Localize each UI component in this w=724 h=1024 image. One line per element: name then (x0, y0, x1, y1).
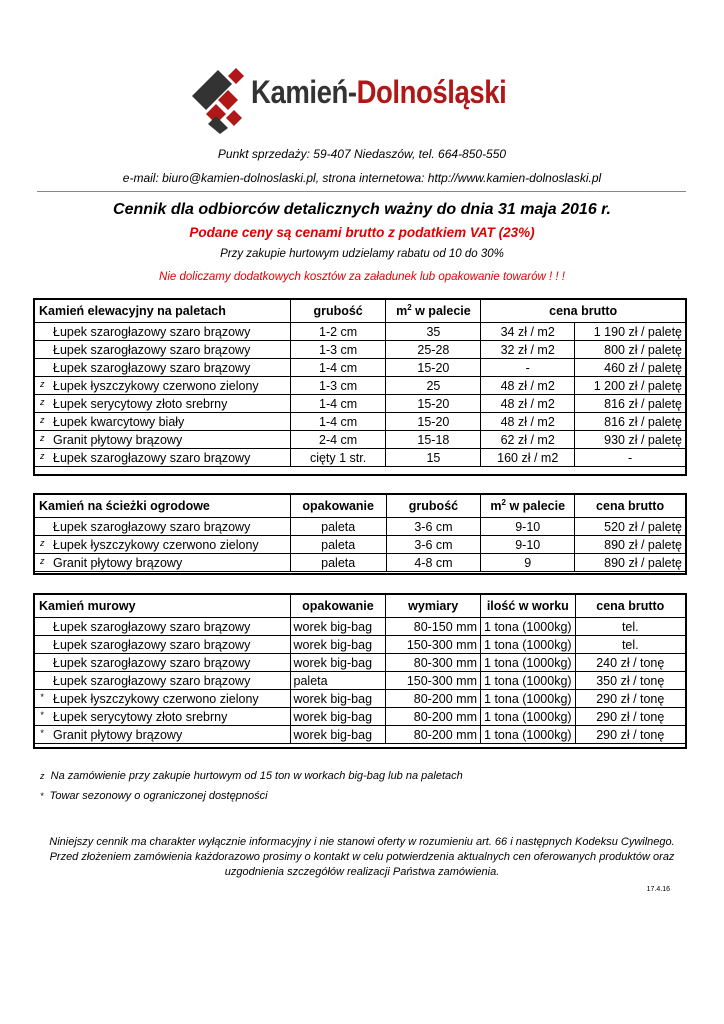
table-cell: Łupek szarogłazowy szaro brązowy (35, 323, 291, 341)
table-cell: 9 (481, 554, 575, 572)
table-cell: 890 zł / paletę (575, 554, 686, 572)
logo-diamond-icon (188, 68, 250, 134)
column-header: Kamień elewacyjny na paletach (35, 300, 291, 323)
table-row (35, 323, 686, 341)
table-cell: 25-28 (386, 341, 481, 359)
table-row (35, 359, 686, 377)
document-date: 17.4.16 (646, 886, 670, 893)
table-row (35, 726, 686, 744)
table-cell: paleta (290, 536, 386, 554)
table-cell: 460 zł / paletę (575, 359, 686, 377)
table-cell: worek big-bag (290, 726, 386, 744)
table-cell: tel. (575, 618, 685, 636)
table-cell: Łupek szarogłazowy szaro brązowy (35, 672, 291, 690)
table-cell: 80-200 mm (386, 708, 481, 726)
table-cell: z Granit płytowy brązowy (35, 431, 291, 449)
table-cell: * Łupek serycytowy złoto srebrny (35, 708, 291, 726)
table-cell: 4-8 cm (386, 554, 481, 572)
column-header: opakowanie (290, 495, 386, 518)
column-header: $m^2$ w palecie (386, 300, 481, 323)
table-cell: 9-10 (481, 536, 575, 554)
table-cell: z Łupek szarogłazowy szaro brązowy (35, 449, 291, 467)
table-cell: 80-200 mm (386, 726, 481, 744)
disclaimer-line: Niniejszy cennik ma charakter wyłącznie informacyjny i nie stanowi oferty w rozumieniu art. 66 i następnych Kodeksu Cywilnego. (49, 836, 675, 848)
table-cell: 160 zł / m2 (481, 449, 575, 467)
table-cell: 48 zł / m2 (481, 377, 575, 395)
column-header: opakowanie (290, 595, 386, 618)
table-cell: worek big-bag (290, 708, 386, 726)
table-cell: z Łupek łyszczykowy czerwono zielony (35, 536, 291, 554)
table-cell: 32 zł / m2 (481, 341, 575, 359)
table-cell: * Łupek łyszczykowy czerwono zielony (35, 690, 291, 708)
column-header: $m^2$ w palecie (481, 495, 575, 518)
table-cell: z Granit płytowy brązowy (35, 554, 291, 572)
table-cell: z Łupek łyszczykowy czerwono zielony (35, 377, 291, 395)
footnote-wholesale: z Na zamówienie przy zakupie hurtowym od 15 ton w workach big-bag lub na paletach (40, 770, 463, 782)
table-cell: 35 (386, 323, 481, 341)
table-row (35, 554, 686, 572)
table-cell: 1 200 zł / paletę (575, 377, 686, 395)
facade-stone-table (34, 299, 686, 467)
address-line: Punkt sprzedaży: 59-407 Niedaszów, tel. 664-850-550 (217, 147, 507, 161)
table-cell: Łupek szarogłazowy szaro brązowy (35, 654, 291, 672)
table-row (35, 618, 686, 636)
table-cell: 15-18 (386, 431, 481, 449)
table-cell: 80-150 mm (386, 618, 481, 636)
table-cell: 1-3 cm (290, 377, 386, 395)
table-cell: 25 (386, 377, 481, 395)
table-cell: 1 tona (1000kg) (481, 654, 576, 672)
table-cell: z Łupek serycytowy złoto srebrny (35, 395, 291, 413)
table-cell: paleta (290, 518, 386, 536)
vat-note: Podane ceny są cenami brutto z podatkiem VAT (23%) (189, 225, 535, 240)
table-cell: 1 tona (1000kg) (481, 708, 576, 726)
column-header: Kamień na ścieżki ogrodowe (35, 495, 291, 518)
table-cell: Łupek szarogłazowy szaro brązowy (35, 618, 291, 636)
table-cell: 3-6 cm (386, 518, 481, 536)
table-cell: 1 tona (1000kg) (481, 672, 576, 690)
table-cell: 15-20 (386, 395, 481, 413)
column-header: Kamień murowy (35, 595, 291, 618)
contact-line: e-mail: biuro@kamien-dolnoslaski.pl, strona internetowa: http://www.kamien-dolnoslaski.pl (122, 171, 602, 185)
table-cell: 48 zł / m2 (481, 395, 575, 413)
table-row (35, 654, 686, 672)
warning-note: Nie doliczamy dodatkowych kosztów za załadunek lub opakowanie towarów ! ! ! (159, 271, 565, 283)
table-cell: 150-300 mm (386, 672, 481, 690)
table-cell: worek big-bag (290, 690, 386, 708)
table-cell: 930 zł / paletę (575, 431, 686, 449)
table-cell: paleta (290, 554, 386, 572)
table-row (35, 431, 686, 449)
table-cell: - (481, 359, 575, 377)
disclaimer-line: Przed złożeniem zamówienia każdorazowo prosimy o kontakt w celu potwierdzenia aktualnych cen oferowanych produktów oraz (49, 851, 675, 863)
table-cell: 290 zł / tonę (575, 726, 685, 744)
table-row (35, 413, 686, 431)
table-cell: 150-300 mm (386, 636, 481, 654)
table-cell: 80-200 mm (386, 690, 481, 708)
table-cell: 1-4 cm (290, 413, 386, 431)
table-cell: cięty 1 str. (290, 449, 386, 467)
table-cell: Łupek szarogłazowy szaro brązowy (35, 518, 291, 536)
table-row (35, 536, 686, 554)
table-cell: z Łupek kwarcytowy biały (35, 413, 291, 431)
table-row (35, 690, 686, 708)
table-row (35, 395, 686, 413)
column-header: cena brutto (575, 495, 686, 518)
table-cell: Łupek szarogłazowy szaro brązowy (35, 359, 291, 377)
table-cell: 1 tona (1000kg) (481, 726, 576, 744)
table-cell: 1-4 cm (290, 359, 386, 377)
column-header: wymiary (386, 595, 481, 618)
header-divider (37, 191, 686, 192)
page-title: Cennik dla odbiorców detalicznych ważny do dnia 31 maja 2016 r. (113, 201, 611, 218)
table-cell: 15 (386, 449, 481, 467)
column-header: cena brutto (481, 300, 686, 323)
logo-wordmark: Kamień-Dolnośląski (251, 74, 507, 110)
table-cell: 80-300 mm (386, 654, 481, 672)
table-cell: worek big-bag (290, 636, 386, 654)
table-cell: 240 zł / tonę (575, 654, 685, 672)
table-cell: 62 zł / m2 (481, 431, 575, 449)
table-cell: 15-20 (386, 413, 481, 431)
table-cell: 1 190 zł / paletę (575, 323, 686, 341)
table-cell: 800 zł / paletę (575, 341, 686, 359)
table-row (35, 672, 686, 690)
table-header-row (35, 300, 686, 323)
table-cell: 48 zł / m2 (481, 413, 575, 431)
table-cell: 816 zł / paletę (575, 395, 686, 413)
table-cell: 520 zł / paletę (575, 518, 686, 536)
table-cell: 1-3 cm (290, 341, 386, 359)
table-cell: paleta (290, 672, 386, 690)
table-row (35, 708, 686, 726)
table-row (35, 377, 686, 395)
table-cell: 1 tona (1000kg) (481, 690, 576, 708)
table-cell: 1-2 cm (290, 323, 386, 341)
table-cell: worek big-bag (290, 654, 386, 672)
column-header: ilość w worku (481, 595, 576, 618)
table-cell: 9-10 (481, 518, 575, 536)
table-cell: 3-6 cm (386, 536, 481, 554)
table-row (35, 636, 686, 654)
table-cell: 1-4 cm (290, 395, 386, 413)
footnote-seasonal: * Towar sezonowy o ograniczonej dostępności (40, 790, 268, 802)
table-cell: 290 zł / tonę (575, 690, 685, 708)
table-cell: 290 zł / tonę (575, 708, 685, 726)
table-cell: 1 tona (1000kg) (481, 636, 576, 654)
disclaimer-line: uzgodnienia szczegółów realizacji Państwa zamówienia. (224, 866, 500, 878)
discount-note: Przy zakupie hurtowym udzielamy rabatu od 10 do 30% (220, 248, 504, 260)
table-cell: Łupek szarogłazowy szaro brązowy (35, 636, 291, 654)
column-header: cena brutto (575, 595, 685, 618)
table-cell: worek big-bag (290, 618, 386, 636)
column-header: grubość (386, 495, 481, 518)
table-cell: 816 zł / paletę (575, 413, 686, 431)
table-header-row (35, 495, 686, 518)
table-cell: 34 zł / m2 (481, 323, 575, 341)
table-cell: 1 tona (1000kg) (481, 618, 576, 636)
table-cell: * Granit płytowy brązowy (35, 726, 291, 744)
garden-path-stone-table (34, 494, 686, 572)
column-header: grubość (290, 300, 386, 323)
table-cell: 350 zł / tonę (575, 672, 685, 690)
company-logo (188, 68, 506, 134)
table-cell: tel. (575, 636, 685, 654)
table-header-row (35, 595, 686, 618)
table-row (35, 518, 686, 536)
table-cell: 890 zł / paletę (575, 536, 686, 554)
wall-stone-table (34, 594, 686, 744)
table-cell: - (575, 449, 686, 467)
table-row (35, 341, 686, 359)
table-cell: 2-4 cm (290, 431, 386, 449)
table-cell: 15-20 (386, 359, 481, 377)
table-cell: Łupek szarogłazowy szaro brązowy (35, 341, 291, 359)
table-row (35, 449, 686, 467)
